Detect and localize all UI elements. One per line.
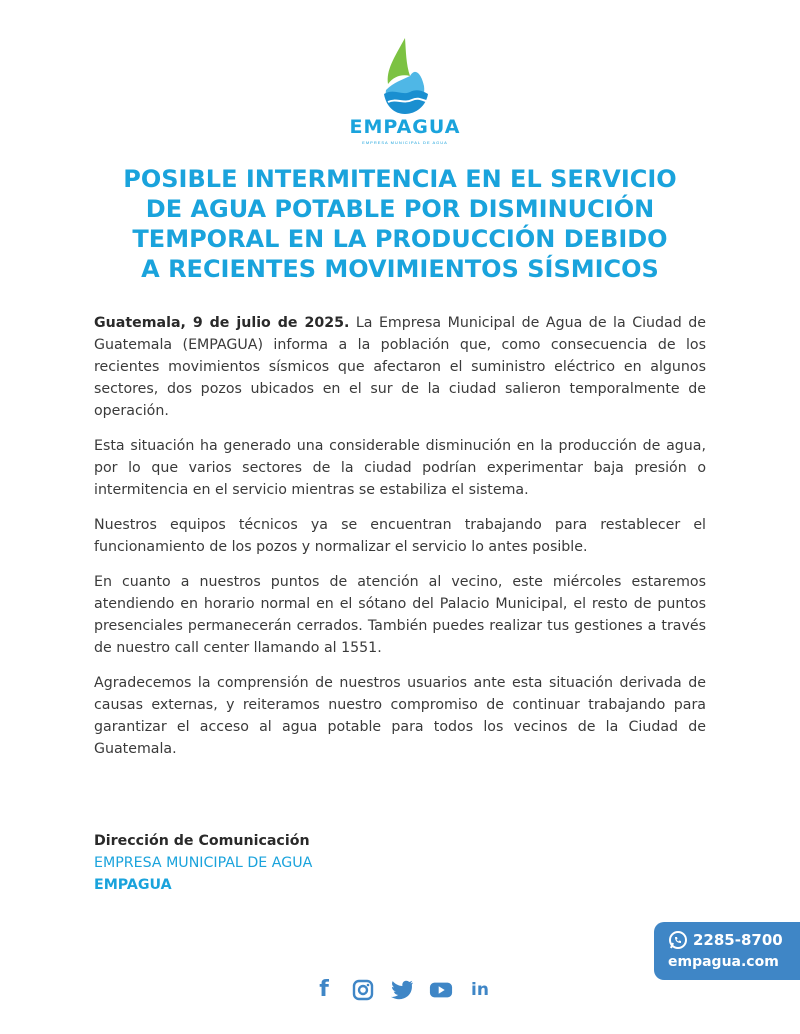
press-release-body — [94, 312, 706, 773]
water-drop-logo-icon — [372, 36, 438, 116]
paragraph-4: En cuanto a nuestros puntos de atención al vecino, este miércoles estaremos atendiendo en horario normal en el sótano del Palacio Municipal, el resto de puntos presenciales permanecerán cerrados. También puedes realizar tus gestiones a través de nuestro call center llamando al 1551. — [94, 574, 706, 656]
youtube-glyph — [429, 980, 453, 1000]
paragraph-1 — [94, 312, 706, 422]
youtube-icon[interactable] — [429, 978, 453, 1002]
contact-phone-row[interactable] — [668, 930, 783, 950]
headline-line: A RECIENTES MOVIMIENTOS SÍSMICOS — [141, 255, 659, 283]
signature-department: Dirección de Comunicación — [94, 833, 310, 849]
headline-line: DE AGUA POTABLE POR DISMINUCIÓN — [145, 195, 655, 223]
facebook-icon[interactable] — [312, 978, 336, 1002]
dateline: Guatemala, 9 de julio de 2025. — [94, 315, 350, 331]
linkedin-icon[interactable] — [468, 978, 492, 1002]
twitter-icon[interactable] — [390, 978, 414, 1002]
linkedin-glyph: in — [471, 980, 489, 1000]
headline-line: POSIBLE INTERMITENCIA EN EL SERVICIO — [123, 165, 677, 193]
paragraph-2: Esta situación ha generado una considerable disminución en la producción de agua, por lo que varios sectores de la ciudad podrían experimentar baja presión o intermitencia en el servicio mientras se estabiliza el sistema. — [94, 438, 706, 498]
signature-block — [94, 830, 494, 896]
paragraph-3: Nuestros equipos técnicos ya se encuentran trabajando para restablecer el funcionamiento de los pozos y normalizar el servicio lo antes posible. — [94, 517, 706, 555]
logo-wordmark: EMPAGUA — [349, 116, 461, 138]
instagram-icon[interactable] — [351, 978, 375, 1002]
social-links — [312, 976, 492, 1004]
signature-company: EMPRESA MUNICIPAL DE AGUA — [94, 855, 313, 871]
contact-phone[interactable]: 2285-8700 — [693, 931, 783, 949]
paragraph-5: Agradecemos la comprensión de nuestros usuarios ante esta situación derivada de causas externas, y reiteramos nuestro compromiso de continuar trabajando para garantizar el acceso al agua potable para todos los vecinos de la Ciudad de Guatemala. — [94, 675, 706, 757]
contact-website[interactable]: empagua.com — [668, 954, 779, 970]
paragraph-1-text: La Empresa Municipal de Agua de la Ciudad de Guatemala (EMPAGUA) informa a la población que, como consecuencia de los recientes movimientos sísmicos que afectaron el suministro eléctrico en algunos sectores, dos pozos ubicados en el sur de la ciudad salieron temporalmente de operación. — [94, 315, 706, 419]
logo-subtitle: EMPRESA MUNICIPAL DE AGUA — [362, 140, 448, 145]
headline — [90, 164, 710, 284]
signature-short-name: EMPAGUA — [94, 877, 172, 893]
whatsapp-icon — [668, 930, 688, 950]
instagram-glyph — [352, 979, 374, 1001]
empagua-logo — [340, 36, 470, 146]
facebook-glyph: f — [319, 977, 329, 1002]
headline-line: TEMPORAL EN LA PRODUCCIÓN DEBIDO — [132, 225, 668, 253]
contact-card[interactable] — [654, 922, 800, 980]
twitter-glyph — [390, 980, 414, 1000]
